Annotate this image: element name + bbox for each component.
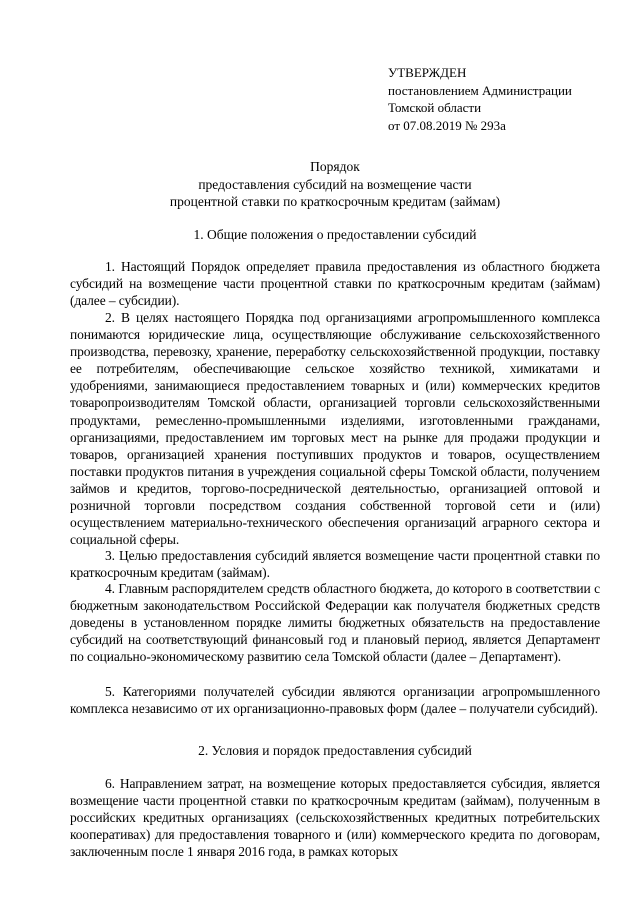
paragraph: 5. Категориями получателей субсидии являются организации агропромышленного комплекса независимо от их организационно-правовых форм (далее – получатели субсидий). bbox=[70, 684, 600, 717]
approval-stamp bbox=[388, 64, 628, 134]
section-heading: 1. Общие положения о предоставлении субсидий bbox=[193, 227, 477, 242]
document-title bbox=[70, 158, 600, 211]
section-heading: 2. Условия и порядок предоставления субсидий bbox=[198, 743, 472, 758]
paragraph: 1. Настоящий Порядок определяет правила предоставления из областного бюджета субсидий на возмещение части процентной ставки по краткосрочным кредитам (займам) (далее – субсидии). bbox=[70, 259, 600, 309]
title-line: предоставления субсидий на возмещение части bbox=[198, 176, 472, 192]
paragraph: 2. В целях настоящего Порядка под организациями агропромышленного комплекса понимаются юридические лица, осуществляющие обслуживание сельскохозяйственного производства, перевозку, хранение, переработку сельскохозяйственной продукции, поставку ее потребителям, обеспечивающие сельское хозяйство техникой, химикатами и удобрениями, занимающиеся предоставлением товарных и (или) коммерческих кредитов товаропроизводителям Томской области, организацией торговли сельскохозяйственными продуктами, ремесленно-промышленными изделиями, изготовленными гражданами, организациями, предоставлением им торговых мест на рынке для продажи продукции и товаров, организацией хранения поступивших продуктов и товаров, осуществлением поставки продуктов питания в учреждения социальной сферы Томской области, получением займов и кредитов, торгово-посреднической деятельностью, организацией оптовой и розничной торговли посредством создания собственной торговой сети и (или) осуществлением материально-технического обеспечения организаций аграрного сектора и социальной сферы. bbox=[70, 310, 600, 548]
approval-line: УТВЕРЖДЕН bbox=[388, 65, 467, 80]
paragraph: 3. Целью предоставления субсидий является возмещение части процентной ставки по краткосрочным кредитам (займам). bbox=[70, 548, 600, 581]
paragraph: 4. Главным распорядителем средств областного бюджета, до которого в соответствии с бюджетным законодательством Российской Федерации как получателя бюджетных средств доведены в установленном порядке лимиты бюджетных обязательств на предоставление субсидий на соответствующий финансовый год и плановый период, является Департамент по социально-экономическому развитию села Томской области (далее – Департамент). bbox=[70, 581, 600, 665]
title-line: процентной ставки по краткосрочным кредитам (займам) bbox=[169, 194, 501, 209]
approval-line: постановлением Администрации bbox=[388, 82, 572, 98]
title-line: Порядок bbox=[310, 159, 360, 174]
paragraph: 6. Направлением затрат, на возмещение которых предоставляется субсидия, является возмещение части процентной ставки по краткосрочным кредитам (займам), полученным в российских кредитных организациях (сельскохозяйственных кредитных потребительских кооперативах) для предоставления товарного и (или) коммерческого кредита по договорам, заключенным после 1 января 2016 года, в рамках которых bbox=[70, 776, 600, 860]
approval-date: от 07.08.2019 № 293а bbox=[388, 117, 506, 133]
approval-line: Томской области bbox=[388, 100, 482, 115]
